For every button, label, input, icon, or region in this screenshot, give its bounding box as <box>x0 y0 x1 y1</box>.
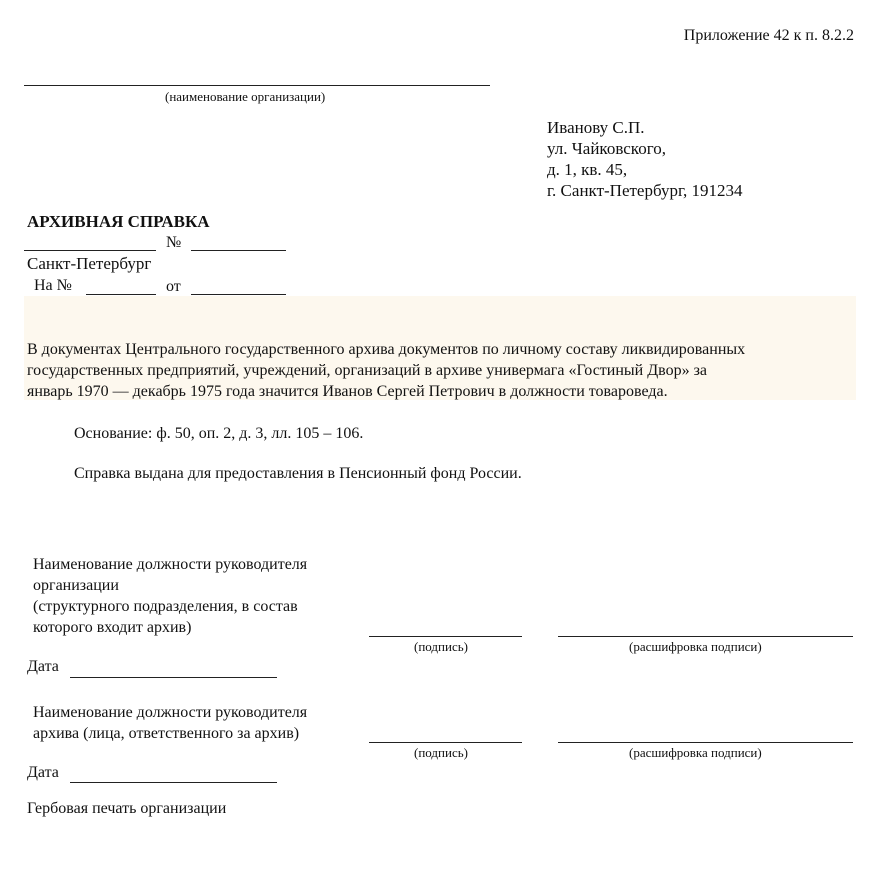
sign2-decoding-line <box>558 742 853 743</box>
document-title: АРХИВНАЯ СПРАВКА <box>27 212 210 231</box>
basis-text: Основание: ф. 50, оп. 2, д. 3, лл. 105 – 106. <box>74 425 364 442</box>
sign2-decoding-caption: (расшифровка подписи) <box>629 745 762 760</box>
reply-from-label: от <box>166 278 181 295</box>
date-blank-line <box>24 250 156 251</box>
sign1-title-line-2: организации <box>33 577 119 594</box>
sign2-signature-caption: (подпись) <box>414 745 468 760</box>
sign1-date-label: Дата <box>27 658 59 675</box>
reply-number-label: На № <box>34 277 72 294</box>
seal-label: Гербовая печать организации <box>27 800 227 817</box>
sign2-title-line-2: архива (лица, ответственного за архив) <box>33 725 300 742</box>
sign2-date-line <box>70 782 277 783</box>
recipient-name: Иванову С.П. <box>547 118 645 137</box>
purpose-text: Справка выдана для предоставления в Пенсионный фонд России. <box>74 465 522 482</box>
sign1-decoding-line <box>558 636 853 637</box>
reply-number-line <box>86 294 156 295</box>
sign1-title-line-4: которого входит архив) <box>33 619 192 636</box>
appendix-label: Приложение 42 к п. 8.2.2 <box>683 27 854 44</box>
sign1-date-line <box>70 677 277 678</box>
recipient-city: г. Санкт-Петербург, 191234 <box>547 181 743 200</box>
recipient-house: д. 1, кв. 45, <box>547 160 628 179</box>
sign1-signature-line <box>369 636 522 637</box>
organization-name-line <box>24 85 490 86</box>
organization-name-caption: (наименование организации) <box>165 89 326 104</box>
recipient-street: ул. Чайковского, <box>547 139 666 158</box>
sign2-title-line-1: Наименование должности руководителя <box>33 704 308 721</box>
sign2-date-label: Дата <box>27 764 59 781</box>
sign1-title-line-1: Наименование должности руководителя <box>33 556 308 573</box>
number-blank-line <box>191 250 286 251</box>
body-line-2: государственных предприятий, учреждений, организаций в архиве универмага «Гостиный Двор» за <box>27 362 708 379</box>
sign1-title-line-3: (структурного подразделения, в состав <box>33 598 298 615</box>
city-label: Санкт-Петербург <box>27 254 152 273</box>
number-sign: № <box>166 234 182 251</box>
body-line-1: В документах Центрального государственного архива документов по личному составу ликвидированных <box>27 341 746 358</box>
sign1-decoding-caption: (расшифровка подписи) <box>629 639 762 654</box>
sign1-signature-caption: (подпись) <box>414 639 468 654</box>
sign2-signature-line <box>369 742 522 743</box>
reply-date-line <box>191 294 286 295</box>
body-line-3: январь 1970 — декабрь 1975 года значится Иванов Сергей Петрович в должности товароведа. <box>27 383 668 400</box>
